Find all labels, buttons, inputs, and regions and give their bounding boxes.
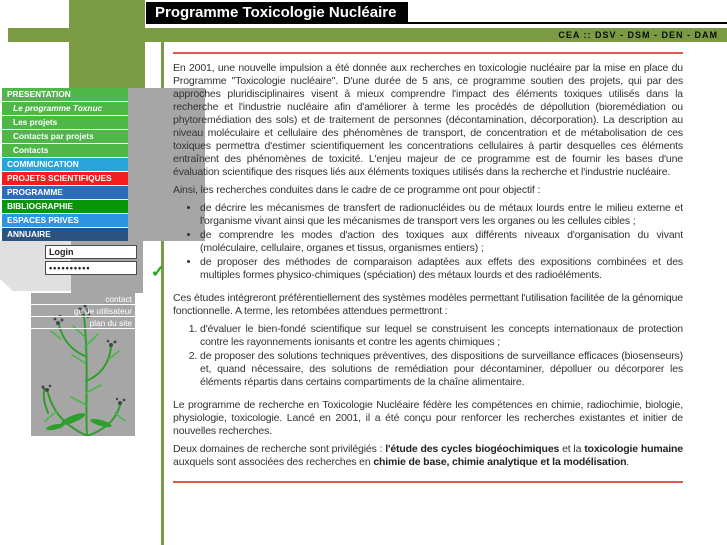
sidebar-item-projets-scientifiques[interactable]: PROJETS SCIENTIFIQUES: [2, 172, 128, 185]
text: Deux domaines de recherche sont privilégiés :: [173, 443, 386, 455]
bold-text: toxicologie humaine: [584, 443, 683, 455]
text: et la: [559, 443, 585, 455]
sidebar-item-presentation[interactable]: PRESENTATION: [2, 88, 128, 101]
page-title: Programme Toxicologie Nucléaire: [146, 2, 408, 24]
sidebar-item-contacts-par-projets[interactable]: Contacts par projets: [2, 130, 128, 143]
sidebar-links: [31, 293, 135, 329]
footer-link-guide-utilisateur[interactable]: guide utilisateur: [31, 305, 135, 317]
intro-paragraph: En 2001, une nouvelle impulsion a été donnée aux recherches en toxicologie nucléaire par la mise en place du Programme "Toxicologie nucléaire". D'une durée de 5 ans, ce programme soutien des projets, qui par des approches pluridisciplinaires visent à mieux comprendre l'impact des éléments toxiques utilisés dans la recherche et l'industrie nucléaire afin d'améliorer à terme les procédés de dépollution (bioremédiation ou phytoremédiation des sols) et de traitement de personnes (décontamination, décorporation). La description au niveau moléculaire et cellulaire des phénomènes de transport, de concentration et de métabolisation de ces toxiques permettra d'estimer scientifiquement les concentrations cellulaires à partir desquelles ces éléments entraînent des phénomènes de toxicité. L'enjeu majeur de ce programme est de fournir les bases d'une évaluation scientifique des risques liés aux éléments toxiques utilisés dans la recherche et l'industrie nucléaire.: [173, 62, 683, 178]
footer-link-contact[interactable]: contact: [31, 293, 135, 305]
sidebar-item-contacts[interactable]: Contacts: [2, 144, 128, 157]
sidebar-links-block: [31, 293, 135, 436]
objectives-list: [173, 202, 683, 282]
domains-paragraph: [173, 443, 683, 469]
list-item: • de comprendre les modes d'action des toxiques aux différents niveaux d'organisation du vivant (moléculaire, cellulaire, organes et tissus, organismes entiers) ;: [200, 229, 683, 255]
text: auxquels sont associées des recherches en: [173, 456, 374, 468]
org-breadcrumb-bar[interactable]: CEA :: DSV - DSM - DEN - DAM: [8, 28, 727, 42]
objectives-lead: Ainsi, les recherches conduites dans le cadre de ce programme ont pour objectif :: [173, 184, 541, 196]
login-input[interactable]: [45, 245, 137, 259]
sidebar-item-le-programme-toxnuc[interactable]: Le programme Toxnuc: [2, 102, 128, 115]
sidebar-item-bibliographie[interactable]: BIBLIOGRAPHIE: [2, 200, 128, 213]
list-item: 1. d'évaluer le bien-fondé scientifique sur lequel se construisent les concepts internationaux de protection contre les rayonnements ionisants et contre les agents chimiques ;: [200, 323, 683, 349]
outcomes-list: [173, 323, 683, 389]
main-content: [173, 52, 683, 483]
studies-lead: Ces études intégreront préférentiellement des systèmes modèles permettant l'utilisation facilitée de la génomique fonctionnelle. A terme, les retombées attendues permettront :: [173, 292, 683, 317]
list-item: • de décrire les mécanismes de transfert de radionucléides ou de métaux lourds entre le milieu externe et l'organisme vivant ainsi que les mécanismes de transport vers les organes ou les cellules cibles ;: [200, 202, 683, 228]
bold-text: l'étude des cycles biogéochimiques: [385, 443, 560, 455]
brand-vertical-bar: [69, 0, 145, 88]
sidebar-item-espaces-prives[interactable]: ESPACES PRIVES: [2, 214, 128, 227]
bold-text: chimie de base, chimie analytique et la modélisation: [373, 456, 627, 468]
sidebar-item-programme[interactable]: PROGRAMME: [2, 186, 128, 199]
password-input[interactable]: [45, 261, 137, 275]
list-item: 2. de proposer des solutions techniques préventives, des dispositions de surveillance efficaces (biosenseurs) et, quand nécessaire, des solutions de remédiation pour décontaminer, dépolluer ou décorporer les éléments répartis dans certains compartiments de la chaîne alimentaire.: [200, 350, 683, 389]
federation-paragraph: Le programme de recherche en Toxicologie Nucléaire fédère les compétences en chimie, radiochimie, biologie, physiologie, toxicologie. Lancé en 2001, il a été conçu pour renforcer les recherches existantes et initier de nouvelles recherches.: [173, 399, 683, 437]
content-bottom-rule: [173, 481, 683, 483]
login-submit-check-icon[interactable]: ✓: [148, 262, 168, 282]
list-item: • de proposer des méthodes de comparaison adaptées aux effets des expositions combinées et des multiples formes physico-chimiques (spéciation) des métaux lourds et des radioéléments.: [200, 256, 683, 282]
sidebar-item-les-projets[interactable]: Les projets: [2, 116, 128, 129]
sidebar-item-annuaire[interactable]: ANNUAIRE: [2, 228, 128, 241]
text: .: [626, 456, 630, 468]
sidebar-menu: [2, 88, 128, 242]
content-top-rule: [173, 52, 683, 54]
footer-link-plan-du-site[interactable]: plan du site: [31, 317, 135, 329]
sidebar-item-communication[interactable]: COMMUNICATION: [2, 158, 128, 171]
